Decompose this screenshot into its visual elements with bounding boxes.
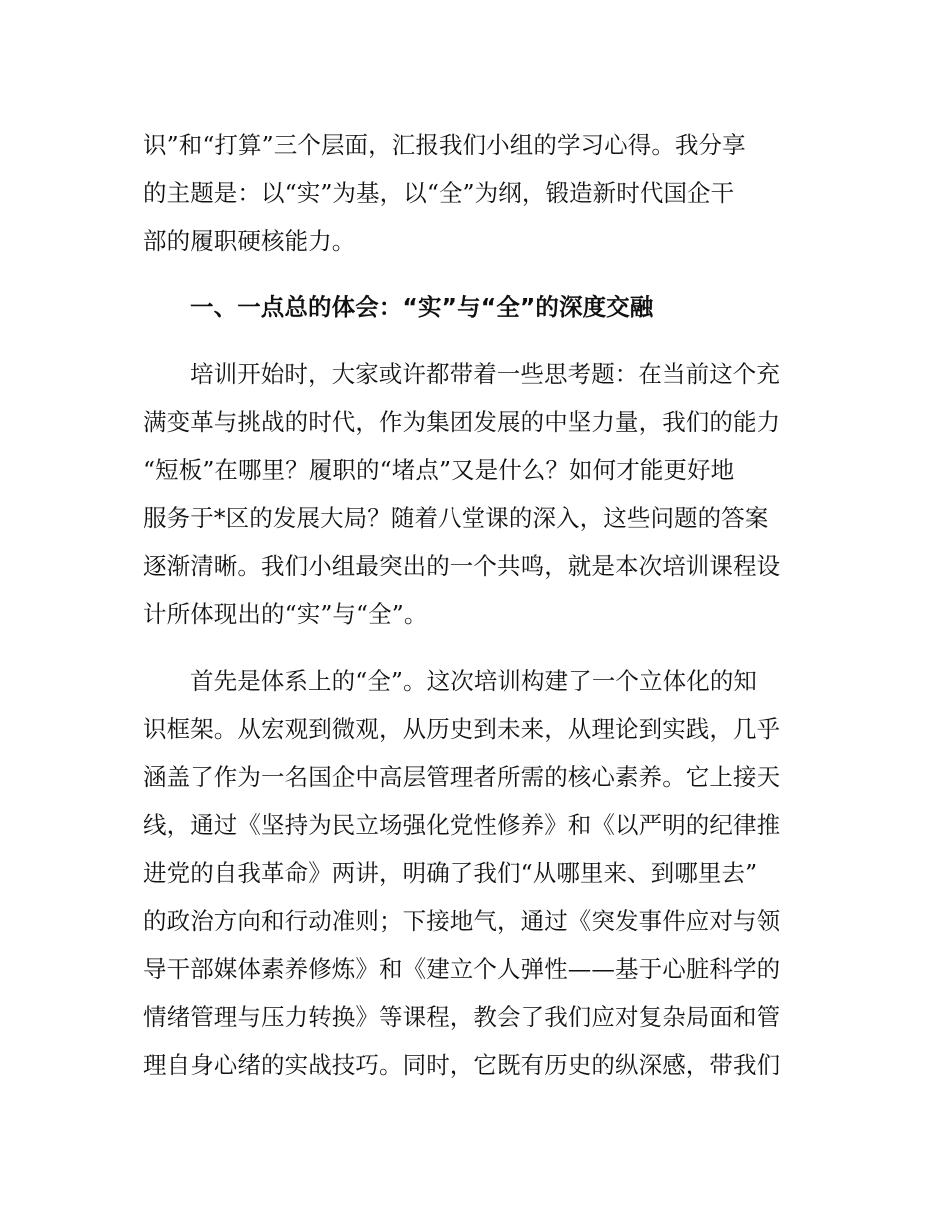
intro-line: 识”和“打算”三个层面，汇报我们小组的学习心得。我分享	[143, 131, 746, 159]
paragraph-line: 理自身心绪的实战技巧。同时，它既有历史的纵深感，带我们	[143, 1051, 781, 1079]
paragraph-line: 线，通过《坚持为民立场强化党性修养》和《以严明的纪律推	[143, 811, 781, 839]
paragraph-line: 进党的自我革命》两讲，明确了我们“从哪里来、到哪里去”	[143, 859, 758, 887]
paragraph-line: “短板”在哪里？履职的“堵点”又是什么？如何才能更好地	[143, 456, 735, 484]
paragraph-line: 导干部媒体素养修炼》和《建立个人弹性——基于心脏科学的	[143, 955, 781, 983]
paragraph-line: 情绪管理与压力转换》等课程，教会了我们应对复杂局面和管	[143, 1003, 781, 1031]
paragraph-line: 计所体现出的“实”与“全”。	[143, 600, 428, 628]
paragraph-line: 的政治方向和行动准则；下接地气，通过《突发事件应对与领	[143, 907, 781, 935]
paragraph-line: 培训开始时，大家或许都带着一些思考题：在当前这个充	[190, 360, 780, 388]
paragraph-line: 逐渐清晰。我们小组最突出的一个共鸣，就是本次培训课程设	[143, 552, 781, 580]
paragraph-line: 涵盖了作为一名国企中高层管理者所需的核心素养。它上接天	[143, 763, 781, 791]
paragraph-line: 识框架。从宏观到微观，从历史到未来，从理论到实践，几乎	[143, 715, 781, 743]
paragraph-line: 服务于*区的发展大局？随着八堂课的深入，这些问题的答案	[143, 504, 769, 532]
paragraph-line: 满变革与挑战的时代，作为集团发展的中坚力量，我们的能力	[143, 408, 781, 436]
paragraph-line: 首先是体系上的“全”。这次培训构建了一个立体化的知	[190, 667, 758, 695]
intro-line: 部的履职硬核能力。	[143, 227, 356, 255]
section-heading: 一、一点总的体会：“实”与“全”的深度交融	[190, 293, 654, 321]
intro-line: 的主题是：以“实”为基，以“全”为纲，锻造新时代国企干	[143, 179, 735, 207]
